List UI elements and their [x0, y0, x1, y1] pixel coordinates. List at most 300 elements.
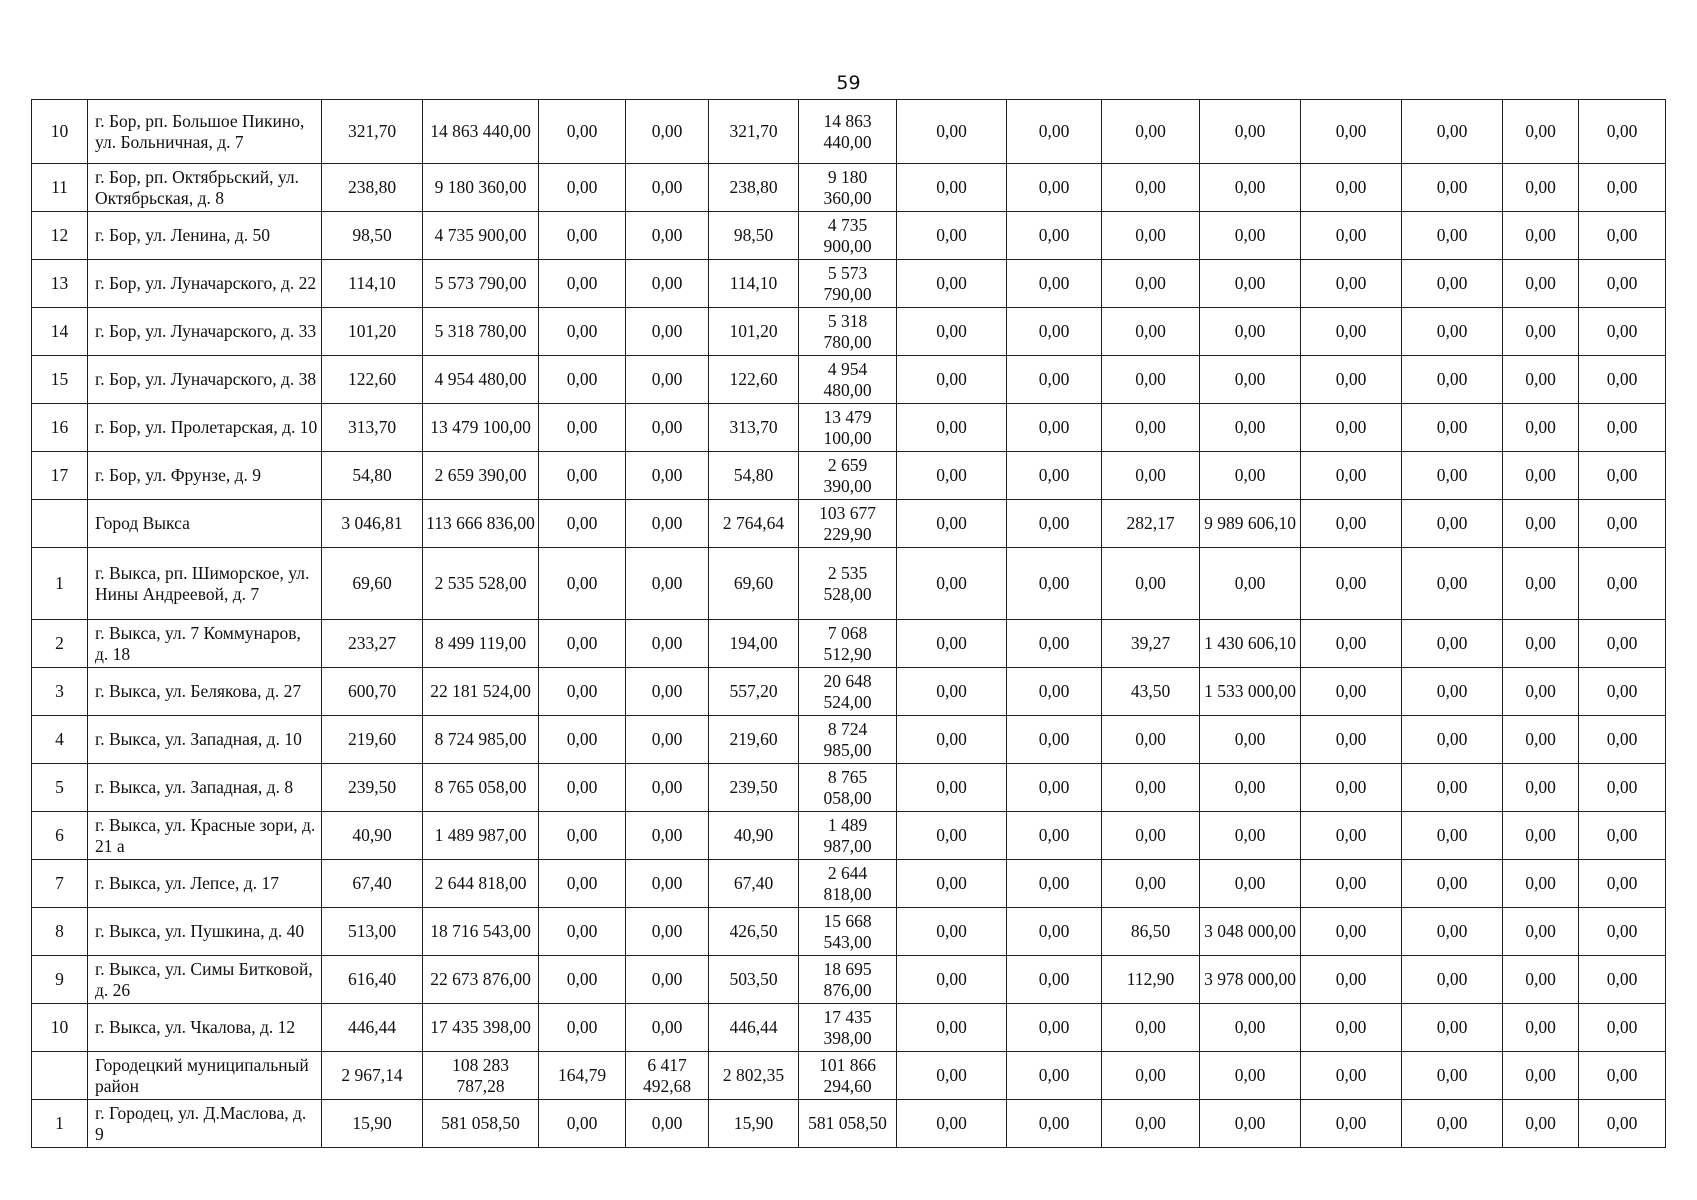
- value-cell: 0,00: [897, 764, 1007, 812]
- value-cell: 0,00: [1200, 452, 1301, 500]
- value-cell: 0,00: [1503, 452, 1579, 500]
- value-cell: 0,00: [539, 1004, 626, 1052]
- value-cell: 446,44: [322, 1004, 423, 1052]
- value-cell: 0,00: [626, 548, 709, 620]
- value-cell: 0,00: [1102, 1004, 1200, 1052]
- value-cell: 0,00: [1007, 860, 1102, 908]
- value-cell: 0,00: [897, 212, 1007, 260]
- value-cell: 0,00: [1200, 716, 1301, 764]
- value-cell: 0,00: [897, 620, 1007, 668]
- value-cell: 0,00: [1402, 452, 1503, 500]
- value-cell: 0,00: [1503, 716, 1579, 764]
- value-cell: 313,70: [322, 404, 423, 452]
- value-cell: 0,00: [1402, 1004, 1503, 1052]
- value-cell: 0,00: [1200, 1100, 1301, 1148]
- value-cell: 0,00: [1007, 452, 1102, 500]
- value-cell: 0,00: [626, 452, 709, 500]
- value-cell: 3 048 000,00: [1200, 908, 1301, 956]
- address-cell: г. Бор, ул. Луначарского, д. 33: [88, 308, 322, 356]
- value-cell: 2 802,35: [709, 1052, 799, 1100]
- value-cell: 0,00: [1102, 212, 1200, 260]
- value-cell: 581 058,50: [423, 1100, 539, 1148]
- value-cell: 0,00: [897, 452, 1007, 500]
- value-cell: 0,00: [897, 812, 1007, 860]
- value-cell: 0,00: [1579, 308, 1666, 356]
- address-cell: г. Выкса, ул. Красные зори, д. 21 а: [88, 812, 322, 860]
- value-cell: 0,00: [1301, 860, 1402, 908]
- value-cell: 14 863 440,00: [423, 100, 539, 164]
- value-cell: 0,00: [1579, 404, 1666, 452]
- value-cell: 0,00: [1402, 716, 1503, 764]
- value-cell: 18 695 876,00: [799, 956, 897, 1004]
- address-cell: г. Городец, ул. Д.Маслова, д. 9: [88, 1100, 322, 1148]
- table-row: [32, 1052, 1666, 1100]
- value-cell: 0,00: [1007, 956, 1102, 1004]
- value-cell: 0,00: [1579, 356, 1666, 404]
- table-row: [32, 308, 1666, 356]
- value-cell: 0,00: [897, 404, 1007, 452]
- value-cell: 0,00: [1503, 620, 1579, 668]
- table-row: [32, 668, 1666, 716]
- address-cell: г. Выкса, рп. Шиморское, ул. Нины Андреевой, д. 7: [88, 548, 322, 620]
- value-cell: 39,27: [1102, 620, 1200, 668]
- value-cell: 0,00: [626, 1004, 709, 1052]
- value-cell: 0,00: [1301, 164, 1402, 212]
- value-cell: 8 724 985,00: [799, 716, 897, 764]
- value-cell: 0,00: [626, 860, 709, 908]
- value-cell: 5 573 790,00: [423, 260, 539, 308]
- value-cell: 0,00: [1579, 812, 1666, 860]
- value-cell: 86,50: [1102, 908, 1200, 956]
- value-cell: 103 677 229,90: [799, 500, 897, 548]
- value-cell: 0,00: [539, 356, 626, 404]
- address-cell: г. Бор, ул. Ленина, д. 50: [88, 212, 322, 260]
- address-cell: г. Бор, ул. Фрунзе, д. 9: [88, 452, 322, 500]
- row-number-cell: 1: [32, 1100, 88, 1148]
- data-table: [31, 99, 1666, 1148]
- value-cell: 0,00: [1102, 860, 1200, 908]
- value-cell: 113 666 836,00: [423, 500, 539, 548]
- value-cell: 0,00: [1503, 548, 1579, 620]
- page-number: 59: [836, 72, 861, 94]
- value-cell: 0,00: [1102, 356, 1200, 404]
- address-cell: г. Выкса, ул. Лепсе, д. 17: [88, 860, 322, 908]
- value-cell: 0,00: [539, 620, 626, 668]
- value-cell: 8 499 119,00: [423, 620, 539, 668]
- address-cell: г. Выкса, ул. Симы Битковой, д. 26: [88, 956, 322, 1004]
- value-cell: 616,40: [322, 956, 423, 1004]
- table-row: [32, 860, 1666, 908]
- table-row: [32, 548, 1666, 620]
- value-cell: 0,00: [1301, 404, 1402, 452]
- value-cell: 0,00: [1402, 548, 1503, 620]
- address-cell: г. Выкса, ул. Пушкина, д. 40: [88, 908, 322, 956]
- row-number-cell: 9: [32, 956, 88, 1004]
- value-cell: 0,00: [626, 812, 709, 860]
- value-cell: 9 180 360,00: [423, 164, 539, 212]
- value-cell: 5 318 780,00: [423, 308, 539, 356]
- value-cell: 17 435 398,00: [799, 1004, 897, 1052]
- value-cell: 0,00: [539, 860, 626, 908]
- value-cell: 0,00: [1007, 404, 1102, 452]
- address-cell: Город Выкса: [88, 500, 322, 548]
- value-cell: 164,79: [539, 1052, 626, 1100]
- value-cell: 98,50: [709, 212, 799, 260]
- value-cell: 0,00: [1503, 100, 1579, 164]
- value-cell: 1 533 000,00: [1200, 668, 1301, 716]
- value-cell: 3 978 000,00: [1200, 956, 1301, 1004]
- value-cell: 239,50: [322, 764, 423, 812]
- value-cell: 0,00: [897, 1052, 1007, 1100]
- table-row: [32, 452, 1666, 500]
- value-cell: 0,00: [1102, 812, 1200, 860]
- row-number-cell: 11: [32, 164, 88, 212]
- value-cell: 0,00: [1007, 1052, 1102, 1100]
- value-cell: 0,00: [539, 908, 626, 956]
- value-cell: 0,00: [1503, 212, 1579, 260]
- value-cell: 0,00: [1007, 812, 1102, 860]
- value-cell: 0,00: [1503, 500, 1579, 548]
- value-cell: 0,00: [1102, 260, 1200, 308]
- value-cell: 1 489 987,00: [799, 812, 897, 860]
- value-cell: 0,00: [539, 404, 626, 452]
- value-cell: 0,00: [897, 548, 1007, 620]
- value-cell: 0,00: [1402, 308, 1503, 356]
- value-cell: 17 435 398,00: [423, 1004, 539, 1052]
- row-number-cell: 13: [32, 260, 88, 308]
- value-cell: 0,00: [1503, 356, 1579, 404]
- value-cell: 0,00: [897, 356, 1007, 404]
- value-cell: 0,00: [1402, 1100, 1503, 1148]
- value-cell: 1 489 987,00: [423, 812, 539, 860]
- value-cell: 2 764,64: [709, 500, 799, 548]
- value-cell: 22 673 876,00: [423, 956, 539, 1004]
- value-cell: 0,00: [1503, 764, 1579, 812]
- value-cell: 0,00: [539, 500, 626, 548]
- value-cell: 446,44: [709, 1004, 799, 1052]
- table-row: [32, 100, 1666, 164]
- address-cell: г. Бор, рп. Большое Пикино, ул. Больничная, д. 7: [88, 100, 322, 164]
- value-cell: 0,00: [1503, 908, 1579, 956]
- value-cell: 0,00: [1402, 764, 1503, 812]
- value-cell: 0,00: [1007, 100, 1102, 164]
- value-cell: 0,00: [897, 956, 1007, 1004]
- table-row: [32, 956, 1666, 1004]
- row-number-cell: 2: [32, 620, 88, 668]
- value-cell: 0,00: [1579, 548, 1666, 620]
- value-cell: 0,00: [539, 212, 626, 260]
- value-cell: 0,00: [1102, 716, 1200, 764]
- value-cell: 0,00: [1579, 1100, 1666, 1148]
- table-row: [32, 356, 1666, 404]
- value-cell: 2 535 528,00: [423, 548, 539, 620]
- row-number-cell: 8: [32, 908, 88, 956]
- value-cell: 0,00: [1579, 452, 1666, 500]
- value-cell: 2 644 818,00: [799, 860, 897, 908]
- value-cell: 0,00: [1301, 500, 1402, 548]
- value-cell: 219,60: [322, 716, 423, 764]
- value-cell: 69,60: [322, 548, 423, 620]
- value-cell: 5 318 780,00: [799, 308, 897, 356]
- row-number-cell: 10: [32, 1004, 88, 1052]
- value-cell: 3 046,81: [322, 500, 423, 548]
- value-cell: 0,00: [1503, 308, 1579, 356]
- value-cell: 0,00: [1102, 548, 1200, 620]
- row-number-cell: 10: [32, 100, 88, 164]
- value-cell: 557,20: [709, 668, 799, 716]
- value-cell: 0,00: [1402, 1052, 1503, 1100]
- value-cell: 0,00: [897, 716, 1007, 764]
- row-number-cell: 3: [32, 668, 88, 716]
- value-cell: 0,00: [897, 668, 1007, 716]
- value-cell: 0,00: [1579, 620, 1666, 668]
- value-cell: 0,00: [1301, 1100, 1402, 1148]
- value-cell: 0,00: [626, 1100, 709, 1148]
- value-cell: 0,00: [1301, 668, 1402, 716]
- value-cell: 0,00: [1579, 908, 1666, 956]
- value-cell: 0,00: [1579, 764, 1666, 812]
- value-cell: 4 735 900,00: [799, 212, 897, 260]
- value-cell: 101 866 294,60: [799, 1052, 897, 1100]
- value-cell: 0,00: [626, 260, 709, 308]
- value-cell: 122,60: [709, 356, 799, 404]
- value-cell: 15,90: [322, 1100, 423, 1148]
- value-cell: 0,00: [1503, 164, 1579, 212]
- value-cell: 0,00: [626, 620, 709, 668]
- value-cell: 9 989 606,10: [1200, 500, 1301, 548]
- value-cell: 0,00: [626, 164, 709, 212]
- value-cell: 0,00: [1200, 308, 1301, 356]
- row-number-cell: 15: [32, 356, 88, 404]
- value-cell: 67,40: [709, 860, 799, 908]
- value-cell: 238,80: [709, 164, 799, 212]
- value-cell: 98,50: [322, 212, 423, 260]
- value-cell: 0,00: [897, 500, 1007, 548]
- value-cell: 0,00: [1007, 716, 1102, 764]
- value-cell: 0,00: [1503, 860, 1579, 908]
- value-cell: 0,00: [897, 260, 1007, 308]
- value-cell: 0,00: [1007, 668, 1102, 716]
- address-cell: г. Выкса, ул. Западная, д. 8: [88, 764, 322, 812]
- value-cell: 0,00: [1007, 1100, 1102, 1148]
- value-cell: 0,00: [1579, 500, 1666, 548]
- value-cell: 219,60: [709, 716, 799, 764]
- value-cell: 0,00: [1579, 1004, 1666, 1052]
- value-cell: 0,00: [539, 956, 626, 1004]
- value-cell: 0,00: [1301, 100, 1402, 164]
- value-cell: 0,00: [1007, 164, 1102, 212]
- value-cell: 0,00: [1007, 500, 1102, 548]
- value-cell: 9 180 360,00: [799, 164, 897, 212]
- row-number-cell: 7: [32, 860, 88, 908]
- value-cell: 0,00: [1102, 308, 1200, 356]
- value-cell: 0,00: [1402, 500, 1503, 548]
- value-cell: 0,00: [1402, 212, 1503, 260]
- value-cell: 0,00: [1301, 308, 1402, 356]
- value-cell: 22 181 524,00: [423, 668, 539, 716]
- value-cell: 0,00: [626, 100, 709, 164]
- value-cell: 0,00: [897, 308, 1007, 356]
- value-cell: 0,00: [1579, 212, 1666, 260]
- value-cell: 0,00: [1579, 668, 1666, 716]
- value-cell: 43,50: [1102, 668, 1200, 716]
- value-cell: 0,00: [1579, 260, 1666, 308]
- table-row: [32, 404, 1666, 452]
- value-cell: 0,00: [1579, 860, 1666, 908]
- value-cell: 0,00: [1200, 164, 1301, 212]
- address-cell: г. Бор, рп. Октябрьский, ул. Октябрьская, д. 8: [88, 164, 322, 212]
- value-cell: 0,00: [1301, 548, 1402, 620]
- value-cell: 0,00: [1301, 716, 1402, 764]
- table-row: [32, 1004, 1666, 1052]
- value-cell: 2 967,14: [322, 1052, 423, 1100]
- value-cell: 0,00: [1007, 212, 1102, 260]
- value-cell: 8 765 058,00: [799, 764, 897, 812]
- value-cell: 0,00: [1007, 548, 1102, 620]
- value-cell: 0,00: [1579, 716, 1666, 764]
- value-cell: 15 668 543,00: [799, 908, 897, 956]
- value-cell: 0,00: [539, 1100, 626, 1148]
- value-cell: 2 644 818,00: [423, 860, 539, 908]
- value-cell: 0,00: [1007, 620, 1102, 668]
- value-cell: 503,50: [709, 956, 799, 1004]
- value-cell: 4 954 480,00: [423, 356, 539, 404]
- value-cell: 0,00: [1102, 100, 1200, 164]
- address-cell: Городецкий муниципальный район: [88, 1052, 322, 1100]
- value-cell: 0,00: [1503, 404, 1579, 452]
- value-cell: 101,20: [322, 308, 423, 356]
- row-number-cell: 4: [32, 716, 88, 764]
- value-cell: 321,70: [322, 100, 423, 164]
- row-number-cell: [32, 1052, 88, 1100]
- value-cell: 15,90: [709, 1100, 799, 1148]
- value-cell: 6 417 492,68: [626, 1052, 709, 1100]
- value-cell: 0,00: [897, 860, 1007, 908]
- value-cell: 13 479 100,00: [799, 404, 897, 452]
- value-cell: 0,00: [1402, 164, 1503, 212]
- value-cell: 0,00: [539, 548, 626, 620]
- value-cell: 20 648 524,00: [799, 668, 897, 716]
- value-cell: 0,00: [1402, 908, 1503, 956]
- value-cell: 0,00: [1200, 100, 1301, 164]
- value-cell: 0,00: [897, 100, 1007, 164]
- table-row: [32, 908, 1666, 956]
- value-cell: 40,90: [709, 812, 799, 860]
- value-cell: 108 283 787,28: [423, 1052, 539, 1100]
- value-cell: 40,90: [322, 812, 423, 860]
- table-row: [32, 212, 1666, 260]
- value-cell: 0,00: [1503, 1100, 1579, 1148]
- value-cell: 0,00: [1301, 812, 1402, 860]
- value-cell: 0,00: [1503, 956, 1579, 1004]
- value-cell: 0,00: [1200, 1004, 1301, 1052]
- value-cell: 513,00: [322, 908, 423, 956]
- table-row: [32, 812, 1666, 860]
- value-cell: 0,00: [539, 668, 626, 716]
- value-cell: 0,00: [1200, 1052, 1301, 1100]
- value-cell: 0,00: [1402, 860, 1503, 908]
- value-cell: 0,00: [1200, 812, 1301, 860]
- value-cell: 0,00: [1200, 860, 1301, 908]
- value-cell: 14 863 440,00: [799, 100, 897, 164]
- value-cell: 4 735 900,00: [423, 212, 539, 260]
- value-cell: 4 954 480,00: [799, 356, 897, 404]
- value-cell: 18 716 543,00: [423, 908, 539, 956]
- value-cell: 0,00: [1102, 1052, 1200, 1100]
- value-cell: 0,00: [1007, 356, 1102, 404]
- value-cell: 0,00: [1402, 100, 1503, 164]
- value-cell: 0,00: [1301, 620, 1402, 668]
- value-cell: 0,00: [539, 716, 626, 764]
- value-cell: 0,00: [1301, 1004, 1402, 1052]
- value-cell: 0,00: [1102, 764, 1200, 812]
- value-cell: 0,00: [626, 500, 709, 548]
- value-cell: 0,00: [539, 260, 626, 308]
- table-row: [32, 764, 1666, 812]
- value-cell: 54,80: [322, 452, 423, 500]
- value-cell: 0,00: [1007, 308, 1102, 356]
- value-cell: 0,00: [897, 908, 1007, 956]
- value-cell: 0,00: [1503, 812, 1579, 860]
- value-cell: 282,17: [1102, 500, 1200, 548]
- value-cell: 0,00: [1503, 1052, 1579, 1100]
- value-cell: 238,80: [322, 164, 423, 212]
- address-cell: г. Бор, ул. Пролетарская, д. 10: [88, 404, 322, 452]
- value-cell: 0,00: [626, 716, 709, 764]
- row-number-cell: 1: [32, 548, 88, 620]
- value-cell: 5 573 790,00: [799, 260, 897, 308]
- address-cell: г. Бор, ул. Луначарского, д. 38: [88, 356, 322, 404]
- value-cell: 233,27: [322, 620, 423, 668]
- value-cell: 0,00: [1402, 812, 1503, 860]
- value-cell: 0,00: [1402, 356, 1503, 404]
- value-cell: 0,00: [897, 164, 1007, 212]
- value-cell: 0,00: [1007, 764, 1102, 812]
- row-number-cell: 17: [32, 452, 88, 500]
- value-cell: 0,00: [626, 356, 709, 404]
- value-cell: 2 659 390,00: [423, 452, 539, 500]
- row-number-cell: 6: [32, 812, 88, 860]
- table-row: [32, 260, 1666, 308]
- value-cell: 0,00: [1402, 404, 1503, 452]
- value-cell: 67,40: [322, 860, 423, 908]
- table-row: [32, 500, 1666, 548]
- row-number-cell: 5: [32, 764, 88, 812]
- value-cell: 0,00: [1301, 356, 1402, 404]
- value-cell: 0,00: [626, 956, 709, 1004]
- value-cell: 0,00: [1301, 764, 1402, 812]
- row-number-cell: [32, 500, 88, 548]
- value-cell: 0,00: [539, 100, 626, 164]
- value-cell: 0,00: [626, 764, 709, 812]
- value-cell: 0,00: [1301, 956, 1402, 1004]
- value-cell: 0,00: [626, 212, 709, 260]
- value-cell: 0,00: [1402, 668, 1503, 716]
- table-row: [32, 1100, 1666, 1148]
- value-cell: 0,00: [1579, 100, 1666, 164]
- value-cell: 0,00: [626, 668, 709, 716]
- value-cell: 0,00: [1579, 164, 1666, 212]
- table-row: [32, 164, 1666, 212]
- address-cell: г. Бор, ул. Луначарского, д. 22: [88, 260, 322, 308]
- value-cell: 122,60: [322, 356, 423, 404]
- value-cell: 0,00: [1301, 260, 1402, 308]
- value-cell: 0,00: [1007, 260, 1102, 308]
- address-cell: г. Выкса, ул. Западная, д. 10: [88, 716, 322, 764]
- address-cell: г. Выкса, ул. Белякова, д. 27: [88, 668, 322, 716]
- value-cell: 69,60: [709, 548, 799, 620]
- value-cell: 8 765 058,00: [423, 764, 539, 812]
